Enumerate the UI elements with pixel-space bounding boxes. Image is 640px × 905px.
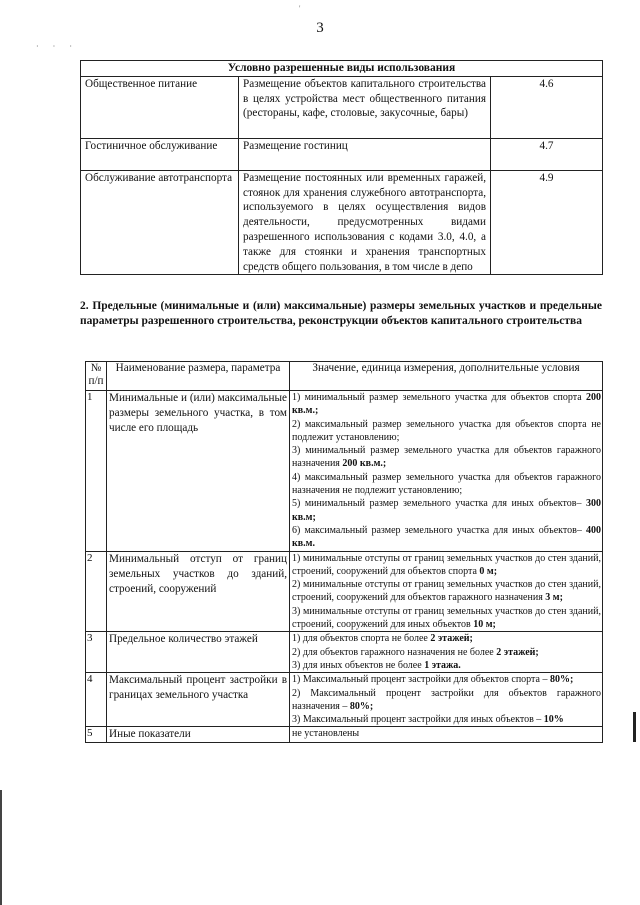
use-name: Гостиничное обслуживание: [81, 138, 239, 170]
table-row: [86, 727, 603, 743]
table-header-row: [81, 61, 603, 77]
value-item-text: 1) Максимальный процент застройки для объектов спорта –: [292, 674, 550, 686]
table-header: Условно разрешенные виды использования: [81, 61, 603, 77]
conditional-use-table: [80, 60, 603, 275]
row-number: 4: [86, 673, 107, 727]
value-item-emphasis: 300 кв.м;: [292, 498, 601, 523]
value-item-text: 3) для иных объектов не более: [292, 659, 425, 671]
use-code: 4.6: [491, 76, 603, 138]
use-name: Общественное питание: [81, 76, 239, 138]
row-number: 5: [86, 727, 107, 743]
use-description: Размещение объектов капитального строительства в целях устройства мест общественного питания (рестораны, кафе, столовые, закусочные, бары): [239, 76, 491, 138]
parameter-value: [290, 391, 603, 552]
value-item: [292, 673, 601, 686]
value-item-text: 3) минимальные отступы от границ земельных участков до стен зданий, строений, сооружений для иных объектов: [292, 605, 601, 631]
value-item: [292, 391, 601, 418]
parameter-name: Минимальные и (или) максимальные размеры земельного участка, в том числе его площадь: [107, 391, 290, 552]
value-item: [292, 471, 601, 498]
value-item: [292, 552, 601, 579]
parameter-name: Минимальный отступ от границ земельных участков до зданий, строений, сооружений: [107, 551, 290, 632]
parameter-name: Максимальный процент застройки в границах земельного участка: [107, 673, 290, 727]
value-item: [292, 418, 601, 445]
value-item-text: 3) Максимальный процент застройки для иных объектов –: [292, 714, 544, 726]
value-item-text: 2) максимальный размер земельного участка для объектов спорта не подлежит установлению;: [292, 418, 601, 443]
table-row: [81, 170, 603, 275]
value-item-text: не установлены: [292, 728, 360, 740]
value-item-emphasis: 10 м;: [473, 619, 496, 631]
use-description: Размещение гостиниц: [239, 138, 491, 170]
value-item: [292, 727, 601, 740]
value-item: [292, 713, 601, 726]
column-header-name: Наименование размера, параметра: [107, 362, 290, 391]
row-number: 3: [86, 632, 107, 673]
value-item-emphasis: 0 м;: [479, 565, 498, 577]
parameter-value: [290, 551, 603, 632]
scan-marks: · · ·: [36, 42, 78, 51]
value-item: [292, 444, 601, 471]
row-number: 2: [86, 551, 107, 632]
table-row: [86, 632, 603, 673]
table-row: [86, 551, 603, 632]
page-number: 3: [316, 20, 324, 36]
value-item: [292, 578, 601, 605]
value-item-emphasis: 80%;: [349, 700, 374, 712]
column-header-value: Значение, единица измерения, дополнительные условия: [290, 362, 603, 391]
value-item-text: 2) Максимальный процент застройки для объектов гаражного назначения –: [292, 687, 601, 712]
value-item-text: 4) максимальный размер земельного участка для объектов гаражного назначения не подлежит установлению;: [292, 471, 601, 497]
table-row: [81, 138, 603, 170]
use-code: 4.7: [491, 138, 603, 170]
value-item-emphasis: 10%: [543, 714, 564, 726]
table-row: [86, 391, 603, 552]
value-item: [292, 497, 601, 524]
value-item-text: 1) минимальные отступы от границ земельных участков до стен зданий, строений, сооружений для объектов спорта: [292, 552, 601, 577]
scan-artifact: [633, 712, 636, 742]
parameter-name: Предельное количество этажей: [107, 632, 290, 673]
row-number: 1: [86, 391, 107, 552]
value-item-emphasis: 2 этажей;: [430, 633, 473, 645]
column-header-num: № п/п: [86, 362, 107, 391]
parameter-value: [290, 673, 603, 727]
value-item: [292, 605, 601, 632]
table-header-row: [86, 362, 603, 391]
table-row: [86, 673, 603, 727]
scan-tick: ': [299, 4, 301, 13]
value-item-emphasis: 400 кв.м.: [292, 524, 601, 550]
value-item-text: 3) минимальный размер земельного участка для объектов гаражного назначения: [292, 445, 601, 470]
value-item-text: 5) минимальный размер земельного участка для иных объектов–: [292, 498, 586, 510]
value-item-emphasis: 3 м;: [545, 592, 563, 604]
value-item: [292, 524, 601, 551]
use-name: Обслуживание автотранспорта: [81, 170, 239, 275]
parameters-table: [85, 361, 603, 743]
use-code: 4.9: [491, 170, 603, 275]
value-item-emphasis: 200 кв.м.;: [292, 392, 601, 417]
value-item-emphasis: 2 этажей;: [496, 646, 539, 658]
table-row: [81, 76, 603, 138]
value-item-text: 6) максимальный размер земельного участка для иных объектов–: [292, 524, 586, 536]
value-item: [292, 646, 601, 659]
value-item-emphasis: 200 кв.м.;: [342, 458, 387, 470]
value-item-emphasis: 1 этажа.: [424, 659, 461, 671]
parameter-value: [290, 727, 603, 743]
value-item-text: 2) минимальные отступы от границ земельных участков до стен зданий, строений, сооружений для объектов гаражного назначения: [292, 579, 601, 604]
value-item-emphasis: 80%;: [549, 674, 574, 686]
section-heading: 2. Предельные (минимальные и (или) максимальные) размеры земельных участков и предельные параметры разрешенного строительства, реконструкции объектов капитального строительства: [80, 300, 602, 327]
parameter-value: [290, 632, 603, 673]
parameter-name: Иные показатели: [107, 727, 290, 743]
value-item-text: 1) для объектов спорта не более: [292, 633, 431, 645]
value-item: [292, 659, 601, 672]
value-item: [292, 632, 601, 645]
scan-edge: [0, 790, 2, 905]
value-item: [292, 687, 601, 714]
use-description: Размещение постоянных или временных гаражей, стоянок для хранения служебного автотранспорта, используемого в целях осуществления видов деятельности, предусмотренных видами разрешенного использования с кодами 3.0, 4.0, а также для стоянки и хранения транспортных средств общего пользования, в том числе в депо: [239, 170, 491, 275]
value-item-text: 1) минимальный размер земельного участка для объектов спорта: [292, 392, 586, 403]
value-item-text: 2) для объектов гаражного назначения не более: [292, 646, 497, 658]
